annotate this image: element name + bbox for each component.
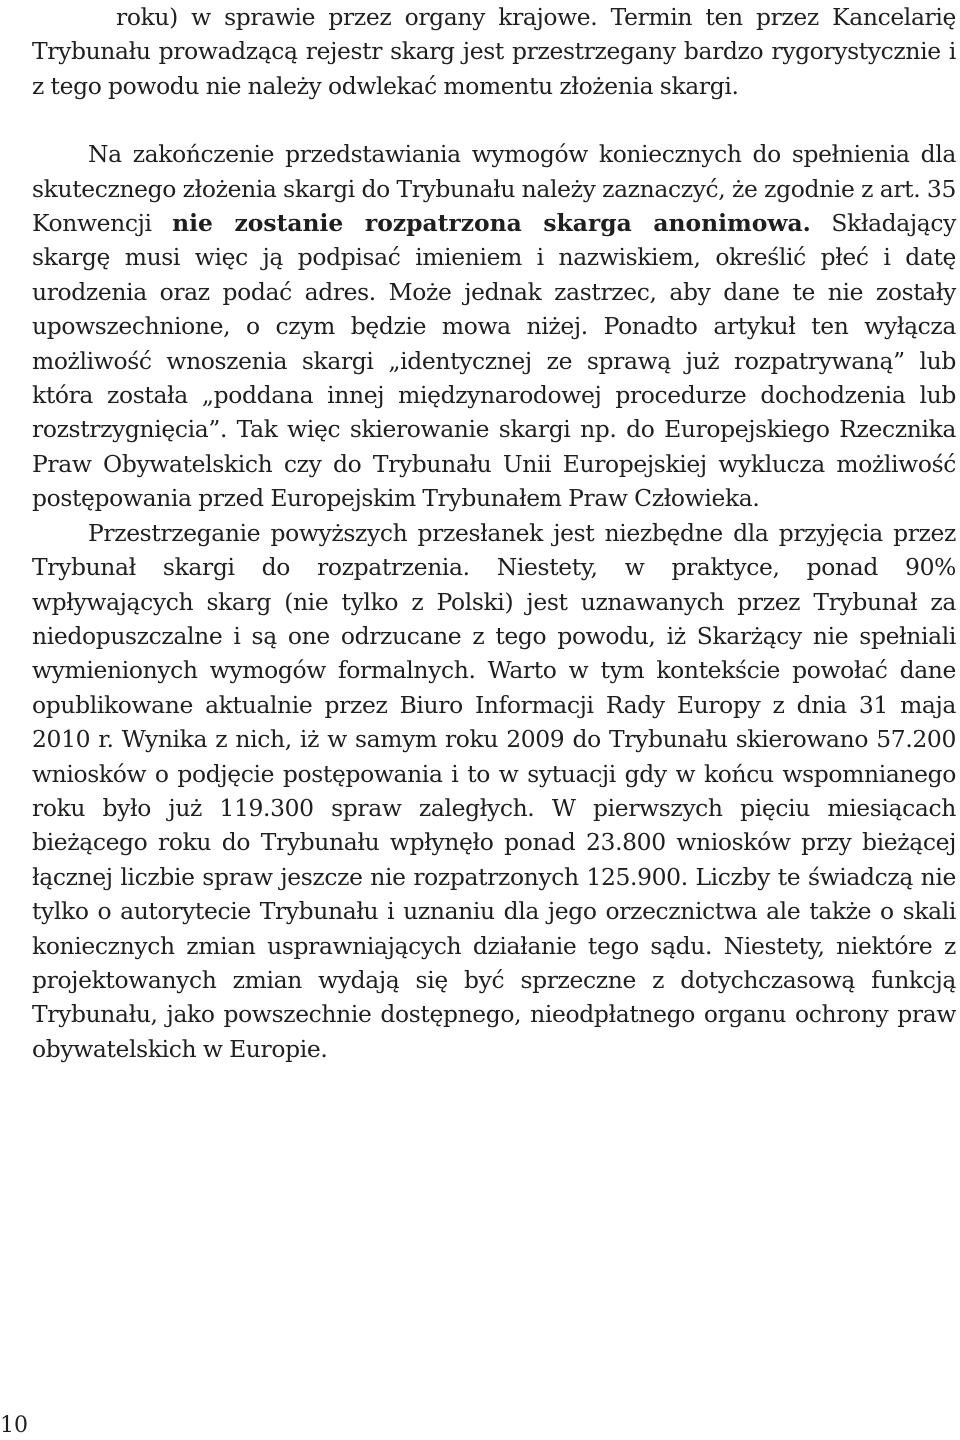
document-body — [32, 0, 956, 1066]
paragraph-text: Przestrzeganie powyższych przesłanek jest niezbędne dla przyjęcia przez Trybunał skargi do rozpatrzenia. Niestety, w praktyce, ponad 90% wpływających skarg (nie tylko z Polski) jest uznawanych przez Trybunał za niedopuszczalne i są one odrzucane z tego powodu, iż Skarżący nie spełniali wymienionych wymogów formalnych. Warto w tym kontekście powołać dane opublikowane aktualnie przez Biuro Informacji Rady Europy z dnia 31 maja 2010 r. Wynika z nich, iż w samym roku 2009 do Trybunału skierowano 57.200 wniosków o podjęcie postępowania i to w sytuacji gdy w końcu wspomnianego roku było już 119.300 spraw zaległych. W pierwszych pięciu miesiącach bieżącego roku do Trybunału wpłynęło ponad 23.800 wniosków przy bieżącej łącznej liczbie spraw jeszcze nie rozpatrzonych 125.900. Liczby te świadczą nie tylko o autorytecie Trybunału i uznaniu dla jego orzecznictwa ale także o skali koniecznych zmian usprawniających działanie tego sądu. Niestety, niektóre z projektowanych zmian wydają się być sprzeczne z dotychczasową funkcją Trybunału, jako powszechnie dostępnego, nieodpłatnego organu ochrony praw obywatelskich w Europie. — [32, 518, 956, 1063]
bold-emphasis: nie zostanie rozpatrzona skarga anonimowa. — [172, 209, 811, 238]
paragraph-text: roku) w sprawie przez organy krajowe. Termin ten przez Kancelarię Trybunału prowadzącą rejestr skarg jest przestrzegany bardzo rygorystycznie i z tego powodu nie należy odwlekać momentu złożenia skargi. — [32, 3, 956, 100]
paragraph-text: Na zakończenie przedstawiania wymogów koniecznych do spełnienia dla skutecznego złożenia skargi do Trybunału należy zaznaczyć, że zgodnie z art. 35 Konwencji — [32, 140, 956, 238]
page-number: 10 — [0, 1413, 28, 1438]
paragraph — [32, 516, 956, 1067]
paragraph — [32, 137, 956, 515]
paragraph-text: Składający skargę musi więc ją podpisać imieniem i nazwiskiem, określić płeć i datę urodzenia oraz podać adres. Może jednak zastrzec, aby dane te nie zostały upowszechnione, o czym będzie mowa niżej. Ponadto artykuł ten wyłącza możliwość wnoszenia skargi „identycznej ze sprawą już rozpatrywaną” lub która została „poddana innej międzynarodowej procedurze dochodzenia lub rozstrzygnięcia”. Tak więc skierowanie skargi np. do Europejskiego Rzecznika Praw Obywatelskich czy do Trybunału Unii Europejskiej wyklucza możliwość postępowania przed Europejskim Trybunałem Praw Człowieka. — [32, 209, 956, 513]
paragraph — [32, 0, 956, 103]
